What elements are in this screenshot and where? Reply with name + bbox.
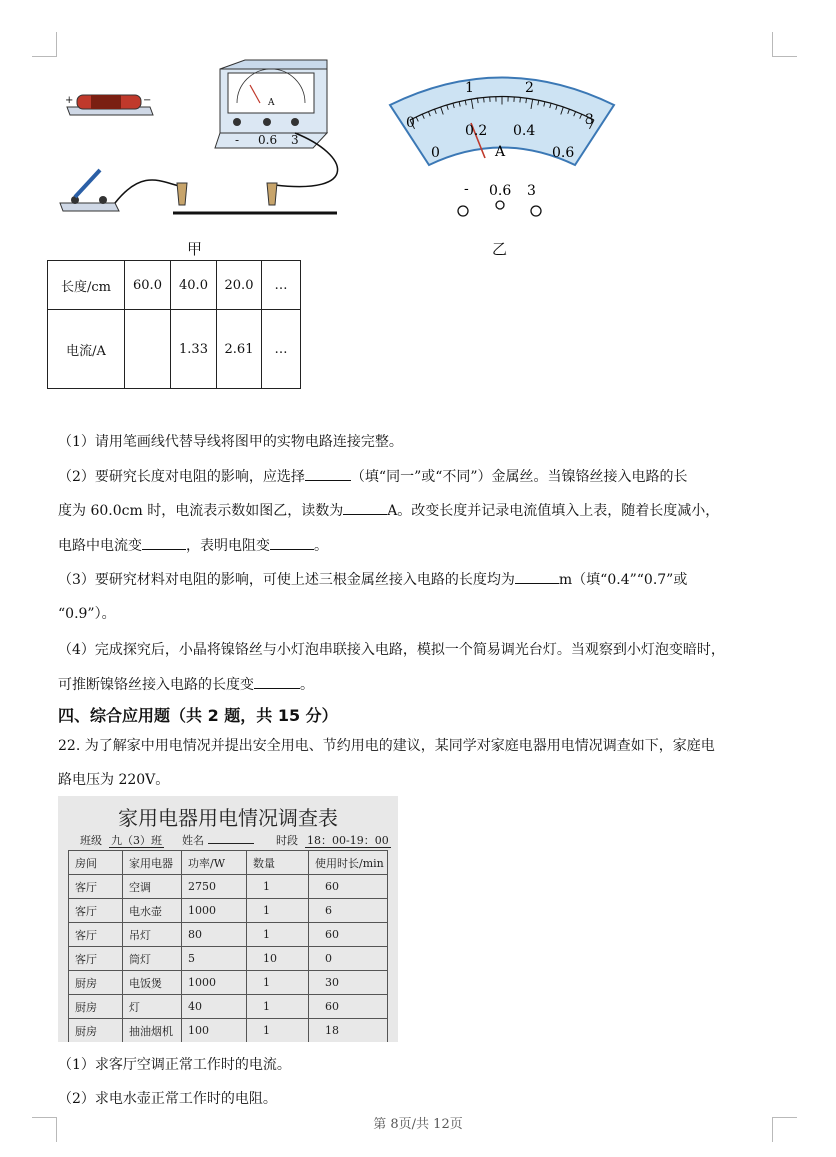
table-cell: 1000 — [182, 899, 247, 923]
problem-22-line-1 — [58, 735, 715, 755]
table-cell: 100 — [182, 1019, 247, 1043]
alligator-clip-icon — [267, 183, 277, 205]
appliance-survey-image — [58, 796, 398, 1042]
survey-title: 家用电器用电情况调查表 — [118, 806, 338, 830]
table-cell: 10 — [247, 947, 309, 971]
alligator-clip-icon — [177, 183, 187, 205]
table-row — [69, 995, 388, 1019]
table-cell: 1 — [247, 923, 309, 947]
switch-icon — [60, 170, 119, 211]
figure-label-left: 甲 — [187, 240, 203, 258]
q3-text-c: “0.9”）。 — [58, 606, 116, 622]
answer-blank[interactable] — [270, 535, 314, 550]
ammeter-terminal-06: 0.6 — [258, 133, 278, 147]
question-2-line-3 — [58, 535, 328, 555]
table-cell: 灯 — [123, 995, 182, 1019]
dial-outer-1: 1 — [465, 80, 474, 96]
table-cell: … — [262, 310, 301, 389]
sub-question-1 — [58, 1054, 291, 1074]
dial-terminal-neg: - — [464, 181, 469, 197]
s2-text: （2）求电水壶正常工作时的电阻。 — [58, 1091, 277, 1107]
ammeter-icon — [215, 60, 327, 148]
q2-text-a: （2）要研究长度对电阻的影响，应选择 — [58, 469, 305, 485]
survey-table — [68, 850, 388, 1042]
table-cell: 厨房 — [69, 1019, 123, 1043]
survey-name-info — [182, 832, 254, 848]
table-cell: 60 — [309, 875, 388, 899]
table-cell: 40.0 — [171, 261, 217, 310]
table-cell: 1 — [247, 899, 309, 923]
table-cell — [125, 310, 171, 389]
ammeter-terminal-3: 3 — [291, 133, 299, 147]
section-heading: 四、综合应用题（共 2 题，共 15 分） — [58, 706, 338, 725]
question-2-line-1 — [58, 466, 688, 486]
table-cell: 1 — [247, 875, 309, 899]
table-row — [69, 923, 388, 947]
sub-question-2 — [58, 1088, 277, 1108]
name-blank — [208, 843, 254, 844]
table-cell: 2.61 — [217, 310, 262, 389]
circuit-apparatus-figure — [55, 55, 360, 225]
table-cell: 空调 — [123, 875, 182, 899]
q2-text-g: 。 — [314, 538, 328, 554]
q4-text-c: 。 — [300, 677, 314, 693]
table-cell: 1000 — [182, 971, 247, 995]
ammeter-terminal-neg: - — [235, 133, 240, 147]
table-cell: 客厅 — [69, 923, 123, 947]
ammeter-dial-figure — [385, 65, 620, 225]
column-header: 数量 — [247, 851, 309, 875]
q4-text-b: 可推断镍铬丝接入电路的长度变 — [58, 677, 254, 693]
table-cell: 厨房 — [69, 971, 123, 995]
q2-text-d: A。改变长度并记录电流值填入上表，随着长度减小， — [387, 503, 720, 519]
table-cell: 1 — [247, 995, 309, 1019]
dial-tick — [484, 97, 485, 102]
s1-text: （1）求客厅空调正常工作时的电流。 — [58, 1057, 291, 1073]
q1-text: （1）请用笔画线代替导线将图甲的实物电路连接完整。 — [58, 434, 403, 450]
table-cell: 电水壶 — [123, 899, 182, 923]
table-cell: 30 — [309, 971, 388, 995]
row-label: 电流/A — [48, 310, 125, 389]
table-cell: 1 — [247, 1019, 309, 1043]
dial-inner-06: 0.6 — [552, 145, 575, 161]
dial-terminal-3: 3 — [527, 183, 536, 199]
table-cell: 5 — [182, 947, 247, 971]
dial-inner-04: 0.4 — [513, 123, 536, 139]
table-cell: 客厅 — [69, 947, 123, 971]
length-current-table — [47, 260, 301, 389]
dial-tick — [520, 97, 521, 102]
table-cell: 6 — [309, 899, 388, 923]
q2-text-e: 电路中电流变 — [58, 538, 142, 554]
question-2-line-2 — [58, 500, 719, 520]
table-cell: 客厅 — [69, 875, 123, 899]
dial-outer-2: 2 — [525, 80, 534, 96]
class-label: 班级 — [80, 834, 102, 847]
column-header: 房间 — [69, 851, 123, 875]
question-4-line-1 — [58, 639, 725, 659]
battery-icon — [65, 95, 153, 115]
dial-inner-02: 0.2 — [465, 123, 488, 139]
table-cell: 60 — [309, 995, 388, 1019]
class-value: 九（3）班 — [111, 834, 162, 847]
svg-text:−: − — [143, 95, 152, 106]
table-row — [48, 310, 301, 389]
table-header-row — [69, 851, 388, 875]
table-row — [69, 1019, 388, 1043]
column-header: 使用时长/min — [309, 851, 388, 875]
table-cell: 0 — [309, 947, 388, 971]
column-header: 家用电器 — [123, 851, 182, 875]
q3-text-a: （3）要研究材料对电阻的影响，可使上述三根金属丝接入电路的长度均为 — [58, 572, 515, 588]
table-cell: 吊灯 — [123, 923, 182, 947]
table-cell: 20.0 — [217, 261, 262, 310]
row-label: 长度/cm — [48, 261, 125, 310]
q4-text-a: （4）完成探究后，小晶将镍铬丝与小灯泡串联接入电路，模拟一个简易调光台灯。当观察到小灯泡变暗时， — [58, 642, 725, 658]
problem-22-line-2 — [58, 769, 169, 789]
svg-text:+: + — [65, 95, 74, 106]
table-row — [48, 261, 301, 310]
q3-text-b: m（填“0.4”“0.7”或 — [558, 572, 688, 588]
table-cell: 1.33 — [171, 310, 217, 389]
name-label: 姓名 — [182, 834, 204, 847]
time-label: 时段 — [276, 834, 298, 847]
question-3-line-1 — [58, 569, 687, 589]
table-cell: 60 — [309, 923, 388, 947]
survey-class-info — [80, 832, 164, 848]
answer-blank[interactable] — [343, 500, 387, 515]
crop-mark-top-right — [772, 32, 797, 57]
table-cell: 18 — [309, 1019, 388, 1043]
question-4-line-2 — [58, 674, 314, 694]
column-header: 功率/W — [182, 851, 247, 875]
table-row — [69, 899, 388, 923]
figure-label-right: 乙 — [492, 240, 508, 258]
dial-unit-label: A — [495, 144, 506, 160]
q2-text-b: （填“同一”或“不同”）金属丝。当镍铬丝接入电路的长 — [350, 469, 688, 485]
question-1 — [58, 431, 403, 451]
table-row — [69, 875, 388, 899]
table-cell: 2750 — [182, 875, 247, 899]
question-3-line-2 — [58, 603, 116, 623]
table-cell: … — [262, 261, 301, 310]
table-row — [69, 947, 388, 971]
time-value: 18：00-19：00 — [307, 834, 389, 847]
dial-outer-3: 3 — [585, 112, 594, 128]
answer-blank[interactable] — [142, 535, 186, 550]
answer-blank[interactable] — [305, 466, 351, 481]
ammeter-unit-label: A — [268, 98, 275, 108]
table-cell: 60.0 — [125, 261, 171, 310]
table-row — [69, 971, 388, 995]
survey-time-info — [276, 832, 391, 848]
dial-inner-0: 0 — [431, 145, 440, 161]
dial-outer-0: 0 — [406, 115, 415, 131]
q2-text-c: 度为 60.0cm 时，电流表示数如图乙，读数为 — [58, 503, 344, 519]
table-cell: 1 — [247, 971, 309, 995]
table-cell: 客厅 — [69, 899, 123, 923]
table-cell: 40 — [182, 995, 247, 1019]
table-cell: 筒灯 — [123, 947, 182, 971]
table-cell: 电饭煲 — [123, 971, 182, 995]
p22-text-b: 路电压为 220V。 — [58, 772, 170, 788]
p22-text-a: 22. 为了解家中用电情况并提出安全用电、节约用电的建议，某同学对家庭电器用电情况调查如下，家庭电 — [58, 738, 715, 754]
answer-blank[interactable] — [515, 569, 559, 584]
table-cell: 抽油烟机 — [123, 1019, 182, 1043]
answer-blank[interactable] — [254, 674, 300, 689]
dial-terminal-06: 0.6 — [489, 183, 512, 199]
table-cell: 厨房 — [69, 995, 123, 1019]
q2-text-f: ，表明电阻变 — [186, 538, 270, 554]
table-cell: 80 — [182, 923, 247, 947]
crop-mark-top-left — [32, 32, 57, 57]
page-footer: 第 8页/共 12页 — [373, 1117, 463, 1132]
